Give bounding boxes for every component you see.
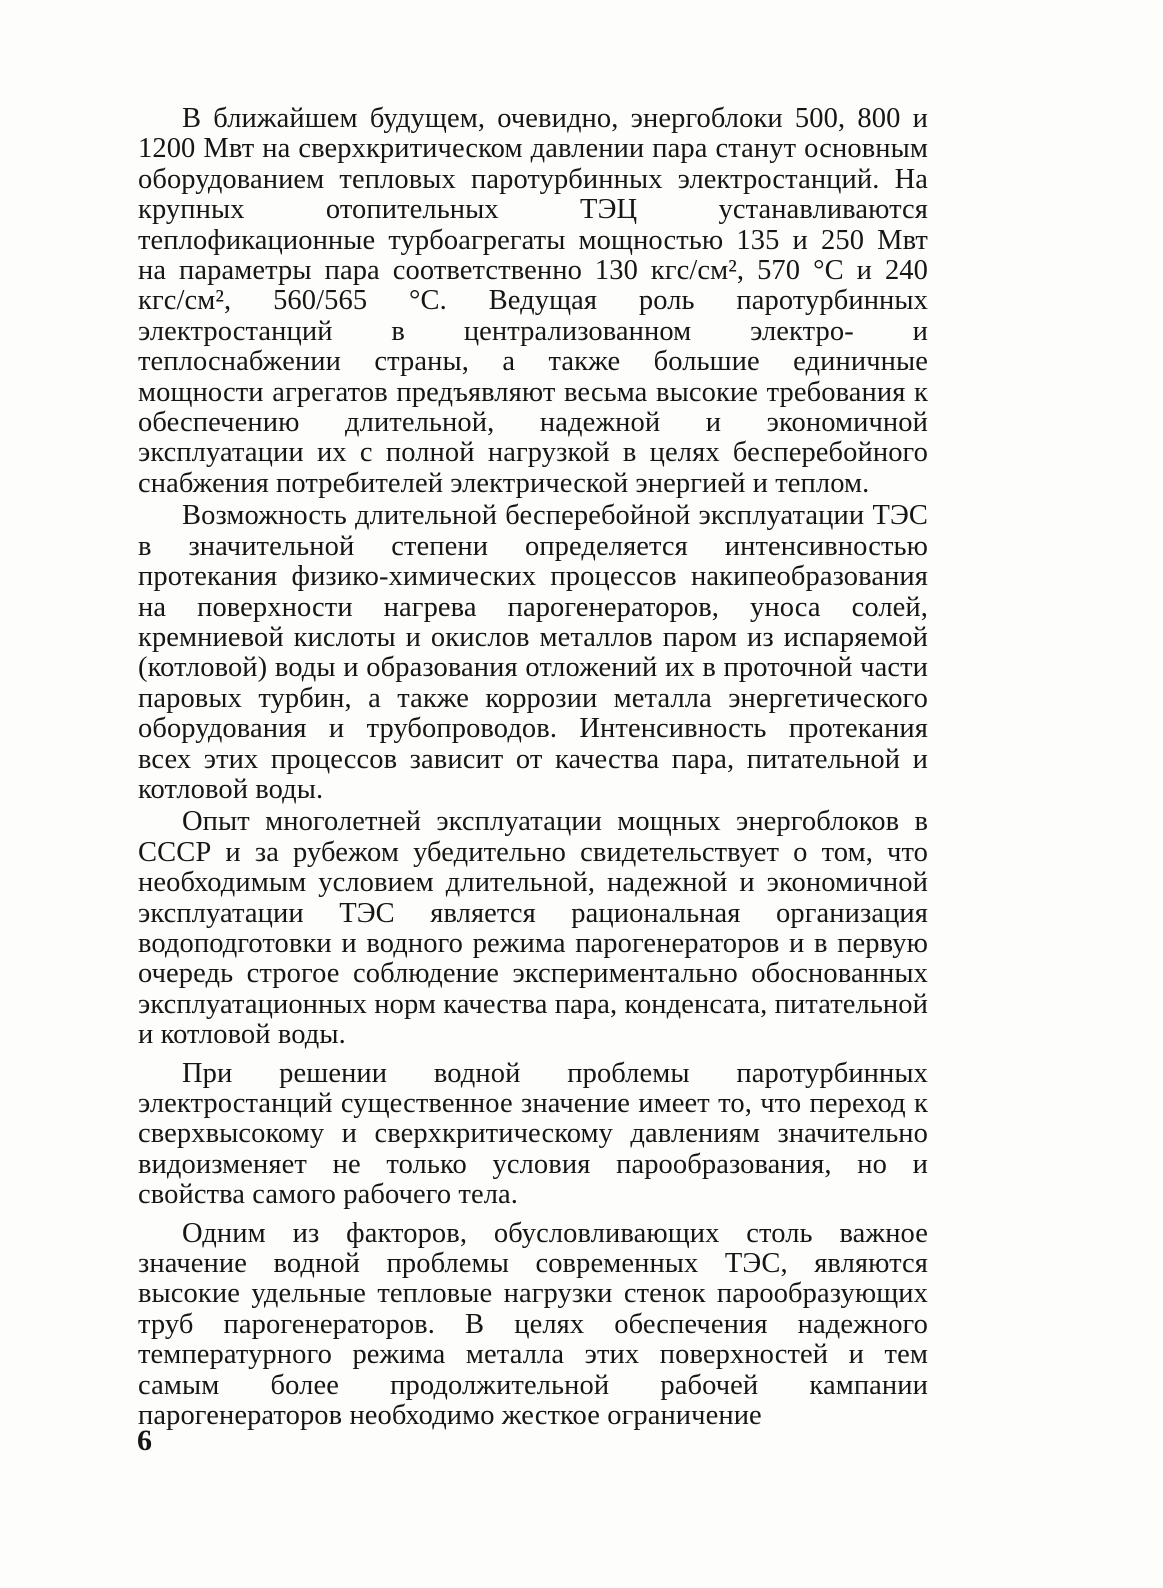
paragraph-2: Возможность длительной бесперебойной эксплуатации ТЭС в значительной степени определяется интенсивностью протекания физико-химических процессов накипеобразования на поверхности нагрева парогенераторов, уноса солей, кремниевой кислоты и окислов металлов паром из испаряемой (котловой) воды и образования отложений их в проточной части паровых турбин, а также коррозии металла энергетического оборудования и трубопроводов. Интенсивность протекания всех этих процессов зависит от качества пара, питательной и котловой воды. [138,500,928,805]
paragraph-4: При решении водной проблемы паротурбинных электростанций существенное значение имеет то, что переход к сверхвысокому и сверхкритическому давлениям значительно видоизменяет не только условия парообразования, но и свойства самого рабочего тела. [138,1057,928,1211]
paragraph-3: Опыт многолетней эксплуатации мощных энергоблоков в СССР и за рубежом убедительно свидетельствует о том, что необходимым условием длительной, надежной и экономичной эксплуатации ТЭС является рациональная организация водоподготовки и водного режима парогенераторов и в первую очередь строгое соблюдение экспериментально обоснованных эксплуатационных норм качества пара, конденсата, питательной и котловой воды. [138,806,928,1051]
body-text [138,104,928,1431]
page-number: 6 [137,1424,152,1457]
paragraph-1: В ближайшем будущем, очевидно, энергоблоки 500, 800 и 1200 Мвт на сверхкритическом давлении пара станут основным оборудованием тепловых паротурбинных электростанций. На крупных отопительных ТЭЦ устанавливаются теплофикационные турбоагрегаты мощностью 135 и 250 Мвт на параметры пара соответственно 130 кгс/см², 570 °С и 240 кгс/см², 560/565 °С. Ведущая роль паротурбинных электростанций в централизованном электро- и теплоснабжении страны, а также большие единичные мощности агрегатов предъявляют весьма высокие требования к обеспечению длительной, надежной и экономичной эксплуатации их с полной нагрузкой в целях бесперебойного снабжения потребителей электрической энергией и теплом. [138,103,928,499]
paragraph-5: Одним из факторов, обусловливающих столь важное значение водной проблемы современных ТЭС, являются высокие удельные тепловые нагрузки стенок парообразующих труб парогенераторов. В целях обеспечения надежного температурного режима металла этих поверхностей и тем самым более продолжительной рабочей кампании парогенераторов необходимо жесткое ограничение [138,1217,928,1432]
